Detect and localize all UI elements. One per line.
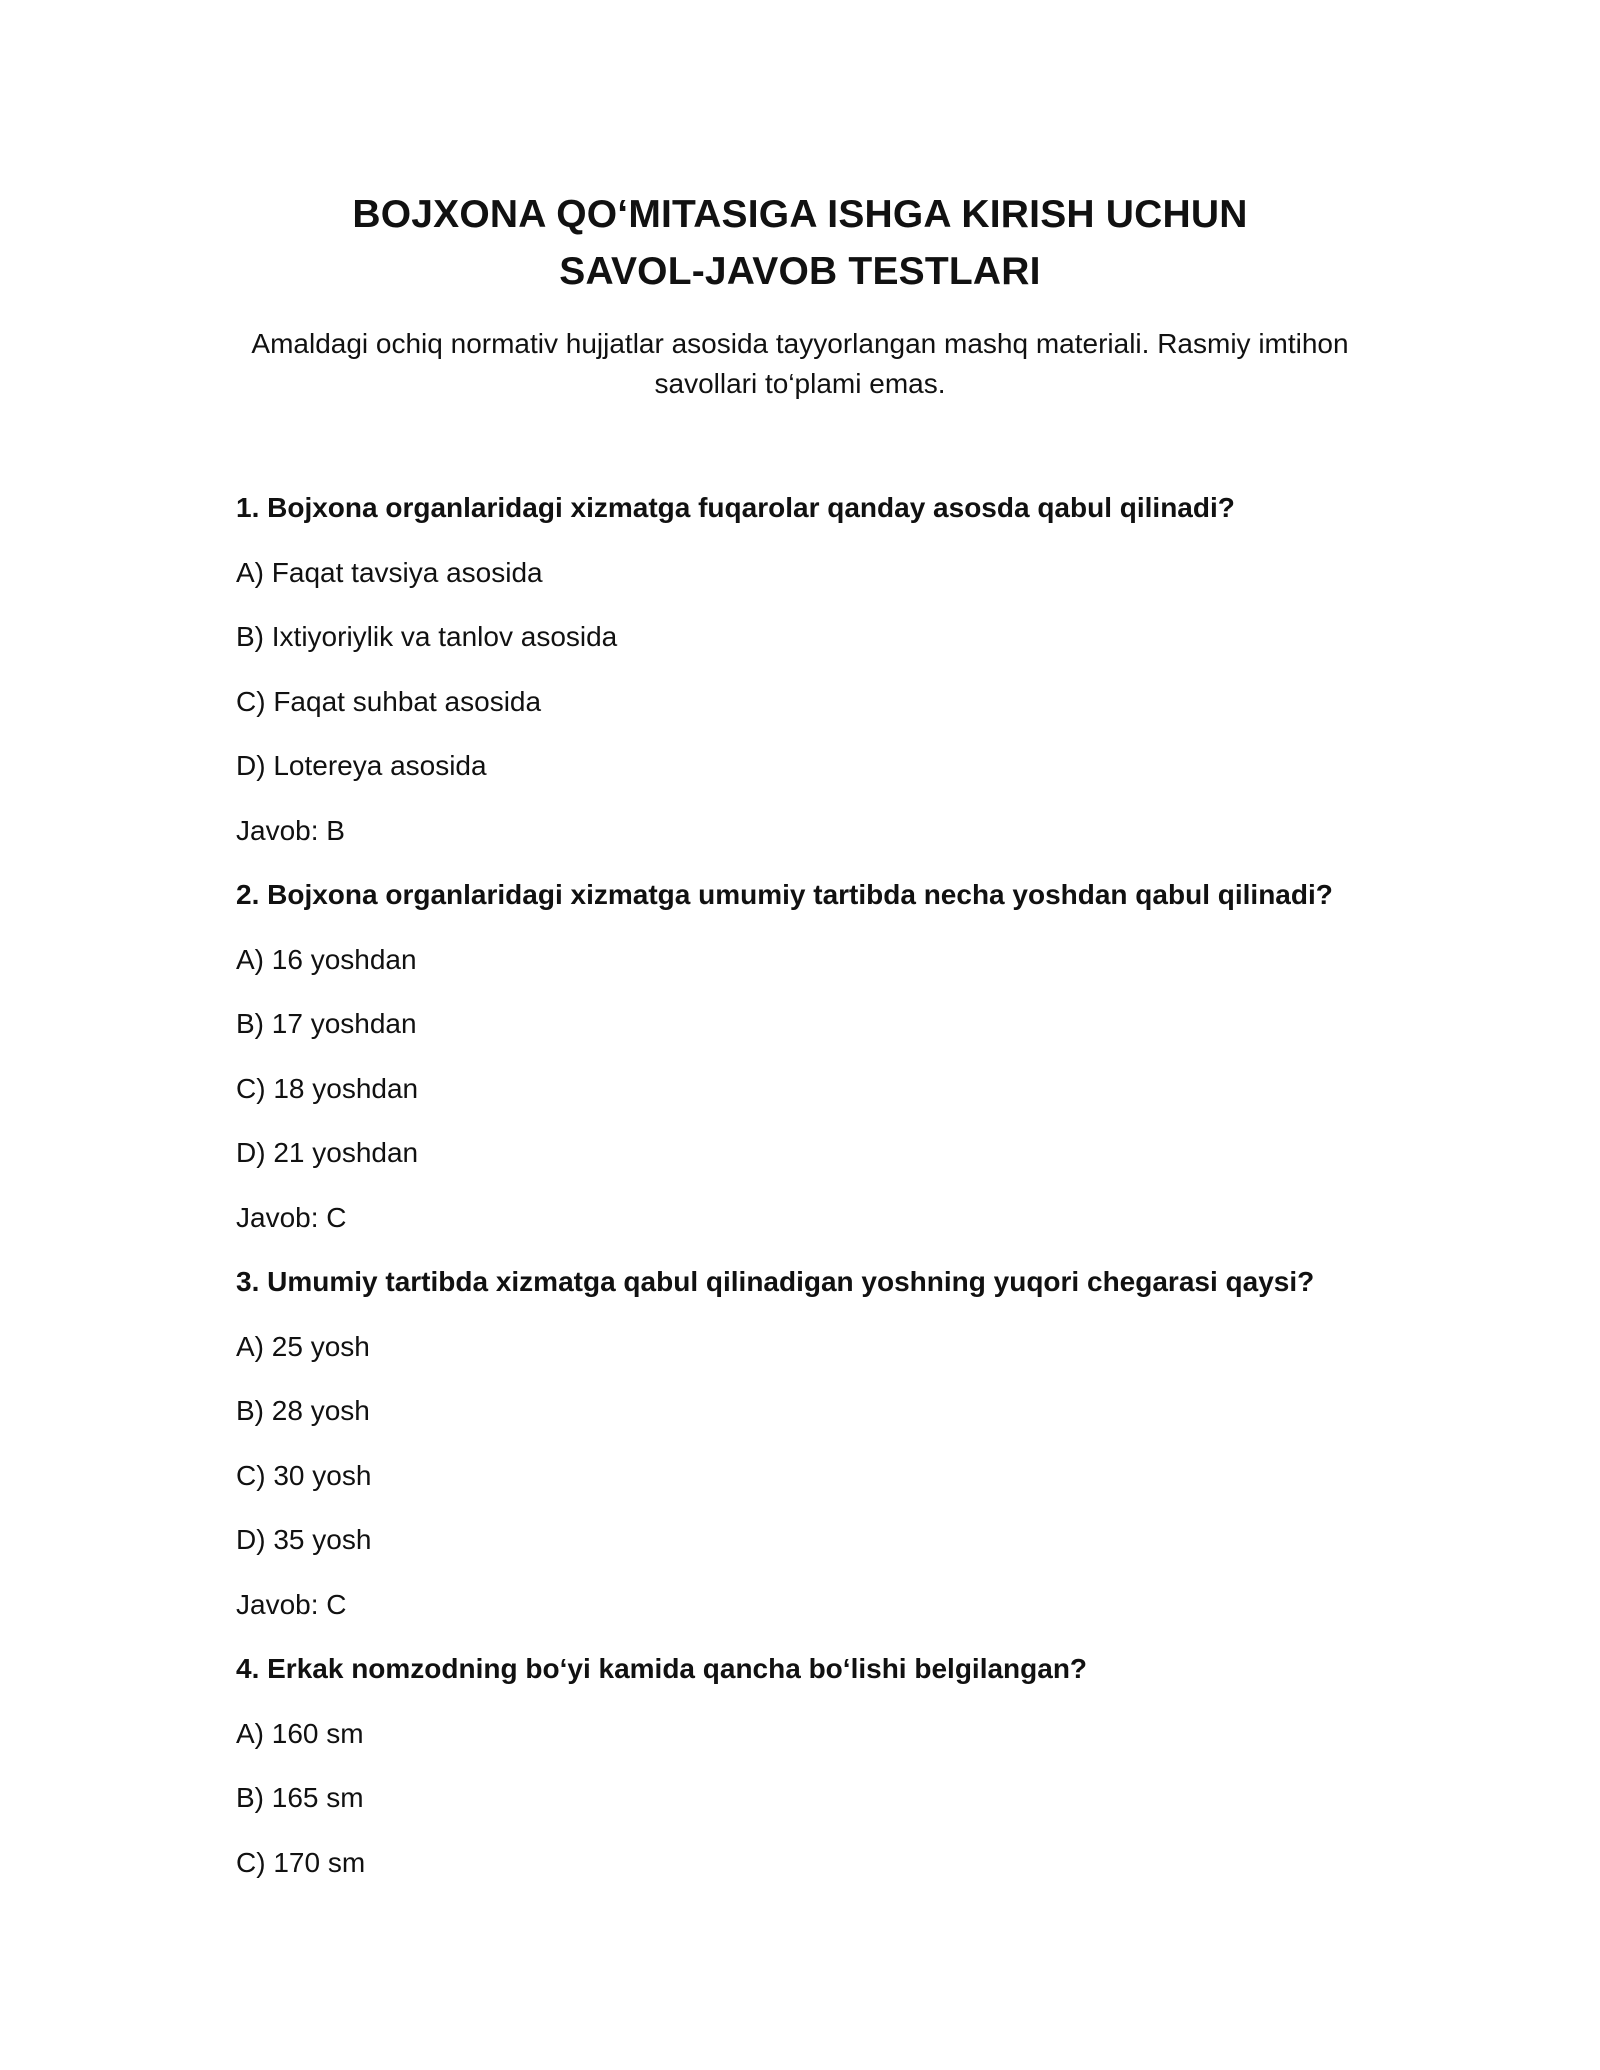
document-subtitle: Amaldagi ochiq normativ hujjatlar asosida tayyorlangan mashq materiali. Rasmiy imtihon savollari to‘plami emas. — [251, 328, 1349, 399]
document-title — [0, 186, 1600, 300]
answer-option: B) Ixtiyoriylik va tanlov asosida — [236, 621, 618, 652]
answer-option: A) 16 yoshdan — [236, 943, 417, 975]
question-list — [236, 488, 1436, 1907]
answer-key: Javob: B — [236, 814, 345, 846]
question-block — [236, 488, 1436, 851]
answer-option: B) 165 sm — [236, 1782, 364, 1813]
answer-option: B) 28 yosh — [236, 1395, 370, 1426]
answer-option: A) Faqat tavsiya asosida — [236, 556, 543, 588]
answer-key: Javob: C — [236, 1588, 347, 1620]
answer-option: D) 21 yoshdan — [236, 1137, 419, 1168]
answer-option: A) 160 sm — [236, 1717, 364, 1749]
answer-option: C) Faqat suhbat asosida — [236, 685, 542, 717]
title-line-1: BOJXONA QO‘MITASIGA ISHGA KIRISH UCHUN — [352, 193, 1248, 236]
question-text: 3. Umumiy tartibda xizmatga qabul qilinadigan yoshning yuqori chegarasi qaysi? — [236, 1266, 1315, 1297]
answer-key: Javob: C — [236, 1201, 347, 1233]
question-block — [236, 1262, 1436, 1625]
document-header — [0, 186, 1600, 404]
answer-option: C) 170 sm — [236, 1846, 366, 1878]
answer-option: D) 35 yosh — [236, 1524, 372, 1555]
answer-option: C) 30 yosh — [236, 1459, 372, 1491]
question-text: 1. Bojxona organlaridagi xizmatga fuqarolar qanday asosda qabul qilinadi? — [236, 492, 1235, 523]
answer-option: A) 25 yosh — [236, 1330, 370, 1362]
question-block — [236, 875, 1436, 1238]
answer-option: C) 18 yoshdan — [236, 1072, 419, 1104]
title-line-2: SAVOL-JAVOB TESTLARI — [559, 250, 1041, 293]
answer-option: B) 17 yoshdan — [236, 1008, 417, 1039]
question-text: 4. Erkak nomzodning bo‘yi kamida qancha bo‘lishi belgilangan? — [236, 1653, 1088, 1684]
answer-option: D) Lotereya asosida — [236, 750, 487, 781]
question-text: 2. Bojxona organlaridagi xizmatga umumiy tartibda necha yoshdan qabul qilinadi? — [236, 879, 1333, 910]
question-block — [236, 1649, 1436, 1883]
